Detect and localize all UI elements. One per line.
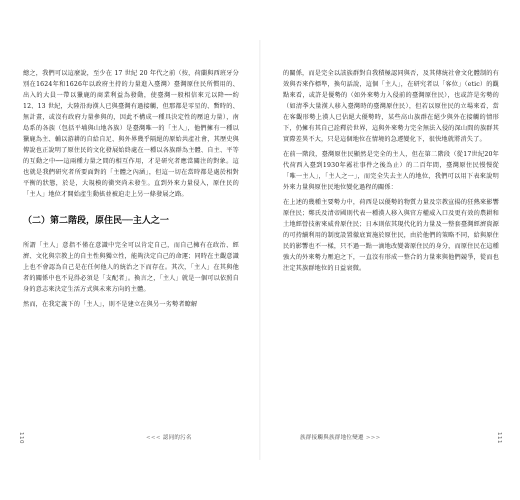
right-page xyxy=(283,68,499,278)
running-head-mark: <<< xyxy=(146,435,163,441)
section-heading: （二）第二階段，原住民──主人之一 xyxy=(23,216,169,226)
right-paragraph-2: 在前一階段，臺灣原住民顯然是完全的主人，但在第二階段（從17世紀20年代荷西入臺到1930年霧社事件之後為止）的二百年間，臺灣原住民慢慢從「唯一主人」，「主人之一」，而完全失去主人的地位，我們可以用下表來說明外來力量與原住民地位變化過程的關係： xyxy=(283,151,499,191)
left-page xyxy=(23,68,239,314)
right-paragraph-1: 的關係，而是完全以該族群對自我積極認同與否，及其傳統社會文化體制的有效與否來作標準，換句話說，這個「主人」，在研究者以「客位」（etic）的觀點來看，或許是優勢的（如外來勢力入侵前的臺灣原住民），也或許是劣勢的（如清季大量漢人移入臺灣時的臺灣原住民），但若以原住民的立場來看，當在客觀形勢上漢人已佔絕大優勢時，某些高山族群在絕少與外在接觸的情形下，仍擁有其自己詮釋於世界，這與外來勢力完全無法入侵的深山間的族群其實際差異不大，只是這個地位在情境的急遽變化下，很快地就將消失了。 xyxy=(283,70,499,143)
left-paragraph-3: 然而，在我定義下的「主人」，則不是建立在與另一劣勢者瞭解 xyxy=(23,301,198,308)
right-running-head xyxy=(300,433,381,441)
left-paragraph-1: 總之，我們可以這麼說，至少在 17 世紀 20 年代之前（按，荷蘭與西班牙分別在1624年和1626年以政府主持的力量進入臺灣）臺灣原住民所慣用的、出入的大員一帶以獵鹿的商業利益為發動，使臺灣一般相信來元以降──約 12、13 世紀，大陸沿海漢人已與臺灣有過接觸，但那都是零星的、暫時的、無計畫，或沒有政府力量參與的，因此不構成一種具決定性的壓迫力量），南島系的各族（包括平埔與山地各族）是臺灣唯一的「主人」，他們擁有一種以獵鹿為主、輔以游耕的自給自足、與外界幾乎隔絕的原始共產社會，其歷史與傳說也正說明了原住民的文化發展始終處在一種以各族群為主體、自主、平等的互動之中──這兩種力量之間的相互作用，才是研究者應當關注的對象。這也就是我們研究者所要面對的「主體之內涵」，但這一切在當時都是處於相對平衡的狀態，於是，大規模的衝突尚未發生。直到外來力量侵入，原住民的「主人」地位才開始產生動搖並被迫走上另一條發展之路。 xyxy=(23,70,239,198)
left-page-number: 110 xyxy=(18,432,24,444)
left-running-head xyxy=(146,433,192,441)
running-head-mark: >>> xyxy=(363,435,381,441)
right-running-head-text: 族群接觸與族群地位變遷 xyxy=(300,435,364,441)
left-paragraph-2: 所謂「主人」意指不僅在意識中完全可以肯定自己，而自己擁有在政治、經濟、文化與宗教上的自主性與獨立性，能夠決定自己的命運；同時在主觀意識上也不會認為自己是在任何他人的統治之下而存在。其次，「主人」在其與他者的關係中也不見得必須是「支配者」。換言之，「主人」就是一個可以依照自身的意志來決定生活方式與未來方向的主體。 xyxy=(23,242,239,293)
right-page-number: 111 xyxy=(496,432,502,444)
left-running-head-text: 認同的污名 xyxy=(162,435,192,441)
page-gutter xyxy=(259,40,261,460)
right-paragraph-3: 在上述的幾種主要勢力中，荷西是以優勢的物質力量及宗教宣揚的狂熱來影響原住民；鄭氏及清帝國則代表一種漢人移入與官方權威入口及更有效的農耕和土地經營技術來威脅原住民；日本則依其現代化的力量及一整套臺灣經濟資源的可持續利用的制度設置徹底實施於原住民，由於他們的策略不同，給與原住民的影響也不一樣，只不過一點一滴地改變著原住民的身分，而原住民在這種強大的外來勢力壓迫之下，一直沒有形成一整合的力量來與他們競爭，從而也注定其族群地位的日益衰微。 xyxy=(283,199,499,272)
